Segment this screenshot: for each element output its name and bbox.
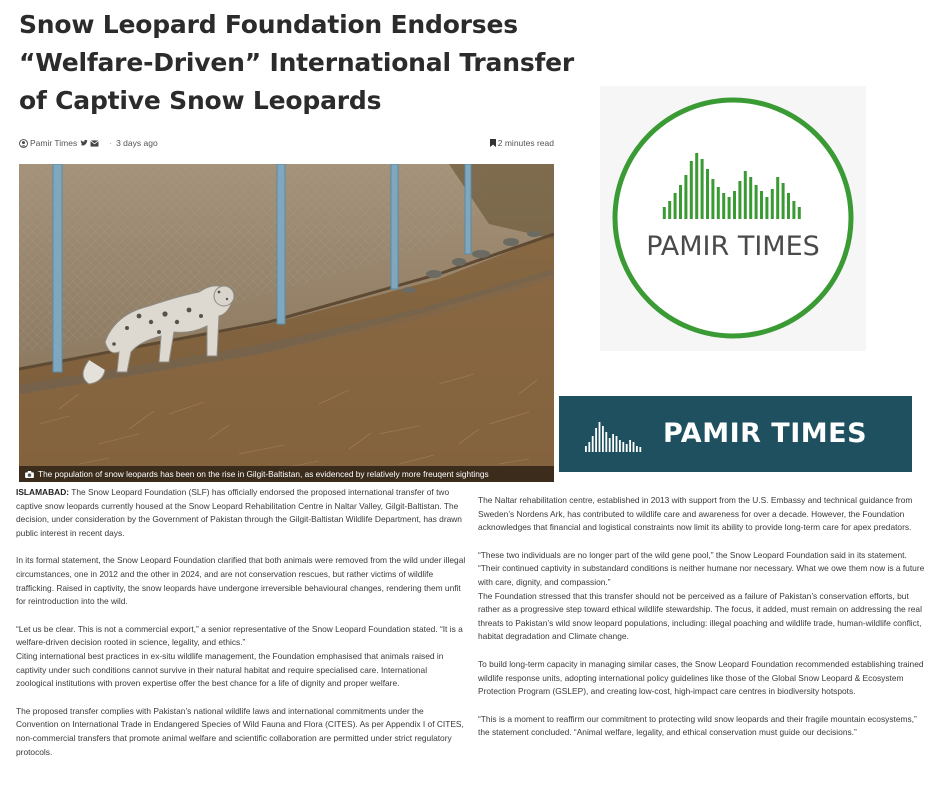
- paragraph: The Foundation stressed that this transfer should not be perceived as a failure of Pakistan’s conservation efforts, but rather as a progressive step toward ethical wildlife stewardship. The focus, it added, must remain on addressing the real threats to Pakistan’s wild snow leopard populations, including: illegal poaching and wildlife trade, human-wildlife conflict, habitat degradation and Climate change.: [478, 590, 922, 642]
- article-body-right: [478, 494, 928, 740]
- paragraph: The proposed transfer complies with Pakistan’s national wildlife laws and international commitments under the Convention on International Trade in Endangered Species of Wild Fauna and Flora (CITES). As per Appendix I of CITES, non-commercial transfers that promote animal welfare and scientific collaboration are permitted under strict regulatory protocols.: [16, 705, 464, 757]
- waveform-bar: [771, 189, 774, 219]
- waveform-bar: [605, 432, 607, 452]
- waveform-bar: [787, 193, 790, 219]
- paragraph: In its formal statement, the Snow Leopard Foundation clarified that both animals were removed from the wild under illegal circumstances, one in 2012 and the other in 2024, and are not conservation rescues, but rather victims of wildlife trafficking. Raised in captivity, the snow leopards have undergone irreversible behavioural changes, rendering them unfit for reintroduction into the wild.: [16, 555, 466, 607]
- paragraph: Citing international best practices in ex-situ wildlife management, the Foundation emphasised that animals raised in captivity under such conditions cannot survive in their natural habitat and require specialised care. International zoological institutions with proven expertise offer the best chance for a life of dignity and proper welfare.: [16, 650, 444, 689]
- waveform-bar: [717, 187, 720, 219]
- read-time-label: 2 minutes read: [497, 138, 554, 148]
- waveform-bar: [776, 177, 779, 219]
- waveform-bar: [585, 446, 587, 452]
- waveform-bar: [760, 191, 763, 219]
- waveform-bar: [668, 201, 671, 219]
- waveform-bar: [674, 193, 677, 219]
- waveform-bar: [755, 185, 758, 219]
- waveform-bar: [622, 442, 624, 452]
- photo-caption-text: The population of snow leopards has been on the rise in Gilgit-Baltistan, as evidenced by relatively more freuqent sightings: [38, 469, 489, 479]
- envelope-icon[interactable]: [90, 140, 99, 147]
- meta-separator: ·: [109, 138, 113, 148]
- paragraph: To build long-term capacity in managing similar cases, the Snow Leopard Foundation recommended establishing trained wildlife response units, adopting international policy guidelines like those of the Global Snow Leopard & Ecosystem Protection Program (GSLEP), and creating low-cost, high-impact care centres in biodiversity hotspots.: [478, 658, 924, 697]
- paragraph: “Let us be clear. This is not a commercial export,” a senior representative of the Snow Leopard Foundation stated. “It is a welfare-driven decision rooted in science, legality, and ethics.”: [16, 623, 463, 648]
- waveform-bar: [619, 440, 621, 452]
- waveform-bar: [690, 161, 693, 219]
- waveform-bar: [684, 175, 687, 219]
- waveform-bar: [602, 426, 604, 452]
- camera-icon: [25, 471, 34, 478]
- waveform-bar: [612, 434, 614, 452]
- pamir-times-banner-logo: [559, 396, 912, 472]
- waveform-bar: [798, 207, 801, 219]
- waveform-bar: [782, 183, 785, 219]
- article-meta: [19, 136, 554, 150]
- waveform-bar: [663, 207, 666, 219]
- paragraph: “These two individuals are no longer part of the wild gene pool,” the Snow Leopard Foundation said in its statement. “Their continued captivity in substandard conditions is neither humane nor necessary. What we owe them now is a future with care, dignity, and compassion.”: [478, 549, 925, 587]
- waveform-bar: [706, 169, 709, 219]
- paragraph: ISLAMABAD: The Snow Leopard Foundation (SLF) has officially endorsed the proposed international transfer of two captive snow leopards currently housed at the Snow Leopard Rehabilitation Centre in Naltar Valley, Gilgit-Baltistan. The decision, under consideration by the Government of Pakistan through the Gilgit-Baltistan Wildlife Department, has drawn public interest in recent days.: [16, 487, 462, 538]
- banner-logo-text: PAMIR TIMES: [663, 418, 868, 449]
- waveform-bar: [679, 185, 682, 219]
- waveform-bar: [695, 153, 698, 219]
- waveform-icon: [585, 422, 641, 452]
- waveform-bar: [588, 442, 590, 452]
- waveform-bar: [701, 159, 704, 219]
- dateline: ISLAMABAD:: [16, 487, 70, 497]
- waveform-bar: [749, 177, 752, 219]
- waveform-bar: [733, 191, 736, 219]
- waveform-bar: [636, 446, 638, 452]
- waveform-bar: [633, 442, 635, 452]
- waveform-bar: [711, 179, 714, 219]
- paragraph: The Naltar rehabilitation centre, established in 2013 with support from the U.S. Embassy and technical guidance from Sweden’s Nordens Ark, has contributed to wildlife care and awareness for over a decade. However, the Foundation acknowledges that financial and logistical constraints now limit its ability to provide long-term care for apex predators.: [478, 495, 913, 533]
- snow-leopard-photo: [19, 164, 554, 482]
- waveform-bar: [728, 197, 731, 219]
- article-headline: Snow Leopard Foundation Endorses “Welfare-Driven” International Transfer of Captive Snow Leopards: [19, 10, 575, 115]
- waveform-bar: [738, 181, 741, 219]
- pamir-times-circle-logo: [600, 86, 866, 351]
- waveform-bar: [609, 438, 611, 452]
- user-circle-icon: [19, 139, 28, 148]
- article-photo: [19, 164, 554, 482]
- waveform-bar: [792, 201, 795, 219]
- waveform-bar: [629, 440, 631, 452]
- waveform-bar: [722, 193, 725, 219]
- waveform-bar: [765, 197, 768, 219]
- paragraph: “This is a moment to reaffirm our commitment to protecting wild snow leopards and their fragile mountain ecosystems,” the statement concluded. “Animal welfare, legality, and ethical conservation must guide our decisions.”: [478, 713, 917, 738]
- twitter-icon[interactable]: [80, 139, 88, 147]
- waveform-bar: [599, 422, 601, 452]
- read-time: [490, 138, 554, 148]
- waveform-bar: [744, 171, 747, 219]
- post-date: 3 days ago: [116, 138, 158, 148]
- waveform-bar: [626, 444, 628, 452]
- waveform-bar: [616, 436, 618, 452]
- waveform-bar: [592, 436, 594, 452]
- article-body-left: [16, 486, 466, 759]
- photo-caption: [19, 466, 554, 482]
- author-name[interactable]: Pamir Times: [30, 138, 78, 148]
- bookmark-icon: [490, 139, 496, 147]
- waveform-bar: [595, 428, 597, 452]
- waveform-bar: [639, 447, 641, 452]
- circle-logo-text: PAMIR TIMES: [646, 231, 820, 262]
